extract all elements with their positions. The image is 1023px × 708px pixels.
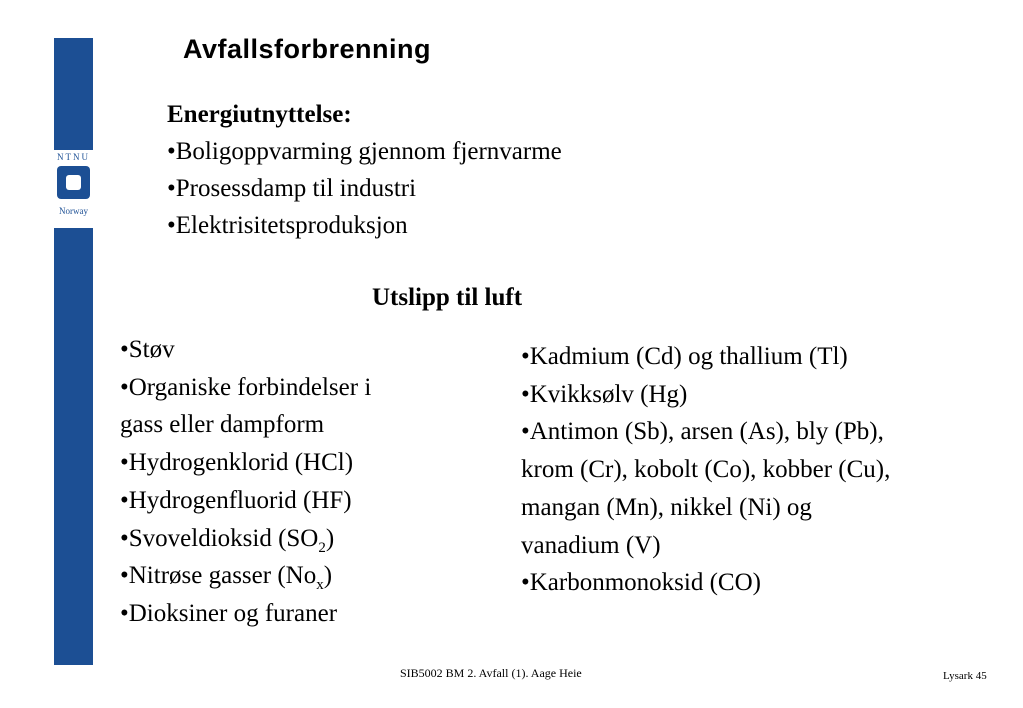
emission-item-text: •Nitrøse gasser (No bbox=[120, 562, 317, 590]
emission-item: •Dioksiner og furaner bbox=[120, 599, 338, 627]
subscript: 2 bbox=[318, 539, 326, 556]
emission-list-right bbox=[521, 338, 1001, 602]
logo-top-text: NTNU bbox=[57, 152, 90, 162]
energi-item: •Boligoppvarming gjennom fjernvarme bbox=[167, 138, 562, 165]
emission-item-continuation: gass eller dampform bbox=[120, 411, 325, 439]
emission-item-continuation: vanadium (V) bbox=[521, 531, 661, 559]
emission-item-text: •Svoveldioksid (SO bbox=[120, 524, 319, 552]
energi-heading: Energiutnyttelse: bbox=[167, 101, 352, 128]
ntnu-logo bbox=[54, 150, 93, 228]
utslipp-heading: Utslipp til luft bbox=[372, 284, 523, 311]
emission-item bbox=[120, 557, 480, 595]
energi-section bbox=[167, 96, 562, 244]
emission-item-text: ) bbox=[325, 524, 335, 552]
emission-item-text: ) bbox=[323, 562, 333, 590]
emission-item bbox=[120, 520, 480, 558]
emission-item: •Hydrogenklorid (HCl) bbox=[120, 449, 354, 477]
emission-list-left bbox=[120, 331, 480, 633]
emission-item-continuation: mangan (Mn), nikkel (Ni) og bbox=[521, 493, 812, 521]
logo-emblem-icon bbox=[57, 166, 90, 199]
emission-item: •Kadmium (Cd) og thallium (Tl) bbox=[521, 343, 848, 370]
energi-item: •Prosessdamp til industri bbox=[167, 175, 417, 202]
emission-item: •Karbonmonoksid (CO) bbox=[521, 569, 761, 597]
ntnu-side-bar bbox=[54, 38, 93, 665]
footer-course-info: SIB5002 BM 2. Avfall (1). Aage Heie bbox=[400, 666, 582, 680]
logo-emblem-inner bbox=[66, 175, 81, 190]
footer-slide-number: Lysark 45 bbox=[943, 670, 987, 682]
emission-item-continuation: krom (Cr), kobolt (Co), kobber (Cu), bbox=[521, 456, 891, 484]
subscript: x bbox=[316, 577, 324, 594]
energi-item: •Elektrisitetsproduksjon bbox=[167, 212, 408, 239]
emission-item: •Støv bbox=[120, 336, 175, 363]
emission-item: •Organiske forbindelser i bbox=[120, 373, 372, 401]
emission-item: •Hydrogenfluorid (HF) bbox=[120, 486, 352, 514]
emission-item: •Kvikksølv (Hg) bbox=[521, 380, 688, 408]
emission-item: •Antimon (Sb), arsen (As), bly (Pb), bbox=[521, 418, 884, 446]
logo-bottom-text: Norway bbox=[59, 206, 88, 216]
slide-title: Avfallsforbrenning bbox=[183, 34, 432, 64]
